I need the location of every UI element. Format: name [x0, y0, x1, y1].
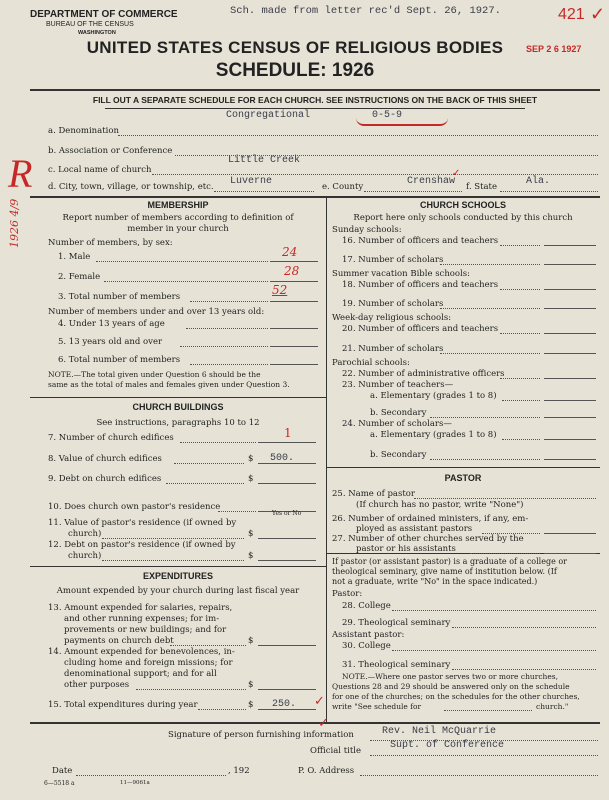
q21-leader	[440, 353, 540, 354]
local-name-field[interactable]	[152, 174, 598, 175]
q27-leader	[470, 553, 540, 554]
county-label: e. County	[322, 182, 364, 192]
city-field[interactable]	[214, 191, 314, 192]
q16-label: 16. Number of officers and teachers	[342, 236, 499, 246]
pastor-note-2: Questions 28 and 29 should be answered only on the schedule	[332, 682, 570, 691]
general-instruction: FILL OUT A SEPARATE SCHEDULE FOR EACH CHURCH. SEE INSTRUCTIONS ON THE BACK OF THIS SHEET	[92, 95, 538, 105]
q24a-label: a. Elementary (grades 1 to 8)	[370, 430, 497, 440]
q15-check-icon: ✓	[314, 694, 325, 709]
weekday-schools-label: Week-day religious schools:	[332, 313, 452, 323]
q27-label-1: 27. Number of other churches served by the	[332, 534, 524, 544]
q16-leader	[500, 245, 540, 246]
expenditures-top-rule	[30, 566, 326, 567]
q1-label: 1. Male	[58, 252, 91, 262]
q6-field[interactable]	[270, 364, 318, 365]
members-by-age-label: Number of members under and over 13 years old:	[48, 307, 265, 317]
address-field[interactable]	[360, 775, 598, 776]
q3-label: 3. Total number of members	[58, 292, 181, 302]
q7-leader	[180, 442, 256, 443]
q23-label: 23. Number of teachers—	[342, 380, 454, 390]
q25-label: 25. Name of pastor	[332, 489, 415, 499]
graduate-note-3: not a graduate, write "No" in the space indicated.)	[332, 577, 538, 586]
q4-label: 4. Under 13 years of age	[58, 319, 165, 329]
official-title-field[interactable]	[370, 755, 598, 756]
q13-field[interactable]	[258, 645, 316, 646]
expenditures-intro: Amount expended by your church during last fiscal year	[56, 586, 300, 596]
parochial-schools-label: Parochial schools:	[332, 358, 410, 368]
receipt-note: Sch. made from letter rec'd Sept. 26, 1927.	[230, 5, 501, 17]
q19-leader	[440, 308, 540, 309]
official-title-value: Supt. of Conference	[390, 740, 505, 751]
county-field[interactable]	[364, 191, 462, 192]
q5-leader	[180, 346, 268, 347]
assistant-subhead: Assistant pastor:	[332, 630, 405, 640]
q7-field[interactable]	[258, 442, 316, 443]
q9-label: 9. Debt on church edifices	[48, 474, 162, 484]
q14-label-1: 14. Amount expended for benevolences, in-	[48, 647, 235, 657]
q11-field[interactable]	[258, 538, 316, 539]
q26-label-1: 26. Number of ordained ministers, if any, em-	[332, 514, 529, 524]
q29-label: 29. Theological seminary	[342, 618, 451, 628]
q8-value: 500.	[270, 453, 295, 464]
q11-label-1: 11. Value of pastor's residence (if owned by	[48, 518, 237, 528]
margin-side-note: 1926 4/9	[8, 198, 21, 248]
denomination-value: Congregational	[226, 110, 311, 121]
q11-dollar: $	[248, 529, 254, 539]
column-divider	[326, 196, 327, 722]
state-field[interactable]	[500, 191, 598, 192]
q16-field[interactable]	[544, 245, 596, 246]
q31-field[interactable]	[452, 669, 596, 670]
denomination-label: a. Denomination	[48, 126, 119, 136]
q19-field[interactable]	[544, 308, 596, 309]
q15-label: 15. Total expenditures during year	[48, 700, 198, 710]
date-field[interactable]	[76, 775, 226, 776]
q8-dollar: $	[248, 454, 254, 464]
q2-leader	[104, 281, 268, 282]
q15-dollar: $	[248, 700, 254, 710]
q24a-field[interactable]	[544, 439, 596, 440]
q17-leader	[440, 264, 540, 265]
q24a-leader	[502, 439, 540, 440]
q23a-field[interactable]	[544, 400, 596, 401]
membership-intro-2: member in your church	[127, 224, 229, 234]
signature-check-icon: ✓	[318, 716, 329, 731]
q13-leader	[170, 645, 246, 646]
q6-leader	[190, 364, 268, 365]
county-check-icon: ✓	[452, 168, 461, 179]
q12-label-2: church)	[68, 551, 102, 561]
q23b-leader	[430, 417, 540, 418]
q8-label: 8. Value of church edifices	[48, 454, 162, 464]
graduate-note-1: If pastor (or assistant pastor) is a graduate of a college or	[332, 557, 568, 566]
pastor-title: PASTOR	[444, 473, 482, 483]
date-year-suffix: , 192	[228, 766, 250, 776]
bureau-name: BUREAU OF THE CENSUS	[46, 21, 134, 28]
q14-label-3: denominational support; and for all	[64, 669, 217, 679]
q22-leader	[500, 378, 540, 379]
q15-leader	[198, 709, 246, 710]
q30-field[interactable]	[392, 650, 596, 651]
q8-leader	[174, 463, 244, 464]
q9-dollar: $	[248, 474, 254, 484]
buildings-intro: See instructions, paragraphs 10 to 12	[96, 418, 260, 428]
q24b-field[interactable]	[544, 459, 596, 460]
q4-field[interactable]	[270, 328, 318, 329]
denomination-field[interactable]	[118, 135, 598, 136]
section-top-rule	[30, 196, 600, 198]
q20-label: 20. Number of officers and teachers	[342, 324, 499, 334]
q18-leader	[500, 289, 540, 290]
pastor-note-5: church."	[536, 702, 569, 711]
q23b-label: b. Secondary	[370, 408, 427, 418]
q18-field[interactable]	[544, 289, 596, 290]
association-label: b. Association or Conference	[48, 146, 173, 156]
graduate-note-2: theological seminary, give name of institution below. (If	[332, 567, 557, 576]
q1-field[interactable]	[270, 261, 318, 262]
form-title: UNITED STATES CENSUS OF RELIGIOUS BODIES	[86, 38, 504, 57]
membership-intro-1: Report number of members according to definition of	[62, 213, 294, 223]
q13-label-2: and other running expenses; for im-	[64, 614, 220, 624]
state-value: Ala.	[526, 176, 551, 187]
date-label: Date	[52, 766, 73, 776]
q17-label: 17. Number of scholars	[342, 255, 444, 265]
q3-value: 52	[272, 283, 288, 297]
schedule-number: 421	[558, 6, 585, 23]
q14-leader	[136, 689, 246, 690]
q24-label: 24. Number of scholars—	[342, 419, 452, 429]
q7-label: 7. Number of church edifices	[48, 433, 174, 443]
instruction-underline	[105, 108, 525, 109]
q19-label: 19. Number of scholars	[342, 299, 444, 309]
q2-field[interactable]	[270, 281, 318, 282]
membership-note-2: same as the total of males and females given under Question 3.	[48, 380, 290, 389]
margin-big-r: R	[8, 151, 33, 196]
q14-label-4: other purposes	[64, 680, 130, 690]
q30-label: 30. College	[342, 641, 391, 651]
q13-label-1: 13. Amount expended for salaries, repairs,	[48, 603, 233, 613]
q10-label: 10. Does church own pastor's residence	[48, 502, 221, 512]
header-rule	[30, 89, 600, 91]
q31-label: 31. Theological seminary	[342, 660, 451, 670]
buildings-top-rule	[30, 397, 326, 398]
local-name-label: c. Local name of church	[48, 165, 152, 175]
q29-field[interactable]	[452, 627, 596, 628]
q14-dollar: $	[248, 680, 254, 690]
received-stamp: SEP 2 6 1927	[526, 44, 582, 54]
q22-label: 22. Number of administrative officers	[342, 369, 505, 379]
q28-label: 28. College	[342, 601, 391, 611]
form-number: 6—5518 a	[44, 780, 75, 787]
q18-label: 18. Number of officers and teachers	[342, 280, 499, 290]
q20-leader	[500, 333, 540, 334]
q3-leader	[190, 301, 268, 302]
signature-label: Signature of person furnishing information	[168, 730, 354, 740]
q21-field[interactable]	[544, 353, 596, 354]
q11-leader	[102, 538, 244, 539]
buildings-title: CHURCH BUILDINGS	[132, 402, 224, 412]
q15-value: 250.	[272, 699, 297, 710]
q26-label-2: ployed as assistant pastors	[356, 524, 473, 534]
expenditures-title: EXPENDITURES	[142, 571, 213, 581]
q25-field[interactable]	[414, 498, 596, 499]
q13-label-4: payments on church debt	[64, 636, 174, 646]
q28-field[interactable]	[392, 610, 596, 611]
q17-field[interactable]	[544, 264, 596, 265]
q23a-leader	[502, 400, 540, 401]
q11-label-2: church)	[68, 529, 102, 539]
q21-label: 21. Number of scholars	[342, 344, 444, 354]
q24b-label: b. Secondary	[370, 450, 427, 460]
q12-field[interactable]	[258, 560, 316, 561]
q1-value: 24	[282, 245, 298, 259]
pastor-note-1: NOTE.—Where one pastor serves two or more churches,	[342, 672, 559, 681]
pastor-top-rule	[326, 467, 600, 468]
q12-leader	[102, 560, 244, 561]
schools-title: CHURCH SCHOOLS	[419, 200, 506, 210]
q9-field[interactable]	[258, 483, 316, 484]
q14-field[interactable]	[258, 689, 316, 690]
q7-value: 1	[284, 426, 292, 440]
q25-note: (If church has no pastor, write "None")	[356, 500, 524, 510]
section-bottom-rule	[30, 722, 600, 724]
q27-field[interactable]	[544, 553, 596, 554]
membership-title: MEMBERSHIP	[147, 200, 209, 210]
q20-field[interactable]	[544, 333, 596, 334]
membership-note-1: NOTE.—The total given under Question 6 should be the	[48, 370, 261, 379]
city-value: Luverne	[230, 176, 273, 187]
q23b-field[interactable]	[544, 417, 596, 418]
q27-label-2: pastor or his assistants	[356, 544, 456, 554]
q23a-label: a. Elementary (grades 1 to 8)	[370, 391, 497, 401]
summer-schools-label: Summer vacation Bible schools:	[332, 269, 470, 279]
q13-dollar: $	[248, 636, 254, 646]
q9-leader	[166, 483, 244, 484]
state-label: f. State	[466, 182, 497, 192]
q5-label: 5. 13 years old and over	[58, 337, 163, 347]
q4-leader	[186, 328, 268, 329]
official-title-label: Official title	[310, 746, 361, 756]
city-label: d. City, town, village, or township, etc.	[48, 182, 214, 192]
code-underline-mark	[356, 118, 448, 126]
sunday-schools-label: Sunday schools:	[332, 225, 402, 235]
county-value: Crenshaw	[407, 176, 456, 187]
print-number: 11—9061a	[120, 780, 150, 786]
q24b-leader	[430, 459, 540, 460]
q22-field[interactable]	[544, 378, 596, 379]
pastor-subhead: Pastor:	[332, 589, 363, 599]
q2-value: 28	[284, 264, 300, 278]
schools-intro: Report here only schools conducted by this church	[353, 213, 573, 223]
q13-label-3: provements or new buildings; and for	[64, 625, 227, 635]
pastor-note-3: for one of the churches; on the schedules for the other churches,	[332, 692, 580, 701]
check-mark-icon: ✓	[590, 4, 606, 25]
q26-field[interactable]	[544, 533, 596, 534]
local-name-value: Little Creek	[228, 155, 301, 166]
q10-leader	[218, 511, 256, 512]
q12-label-1: 12. Debt on pastor's residence (if owned by	[48, 540, 236, 550]
denomination-code: 0-5-9	[372, 110, 403, 121]
yes-no-hint: Yes or No	[272, 510, 302, 517]
q6-label: 6. Total number of members	[58, 355, 181, 365]
pastor-note-4: write "See schedule for	[332, 702, 422, 711]
signature-value: Rev. Neil McQuarrie	[382, 726, 497, 737]
pastor-note-blank[interactable]	[444, 710, 532, 711]
q12-dollar: $	[248, 551, 254, 561]
q3-field[interactable]	[270, 301, 318, 302]
q14-label-2: cluding home and foreign missions; for	[64, 658, 233, 668]
address-label: P. O. Address	[298, 766, 355, 776]
members-by-sex-label: Number of members, by sex:	[48, 238, 173, 248]
q5-field[interactable]	[270, 346, 318, 347]
q1-leader	[96, 261, 268, 262]
department-name: DEPARTMENT OF COMMERCE	[30, 9, 178, 20]
q2-label: 2. Female	[58, 272, 101, 282]
bureau-city: WASHINGTON	[78, 30, 116, 36]
form-subtitle: SCHEDULE: 1926	[215, 60, 375, 81]
